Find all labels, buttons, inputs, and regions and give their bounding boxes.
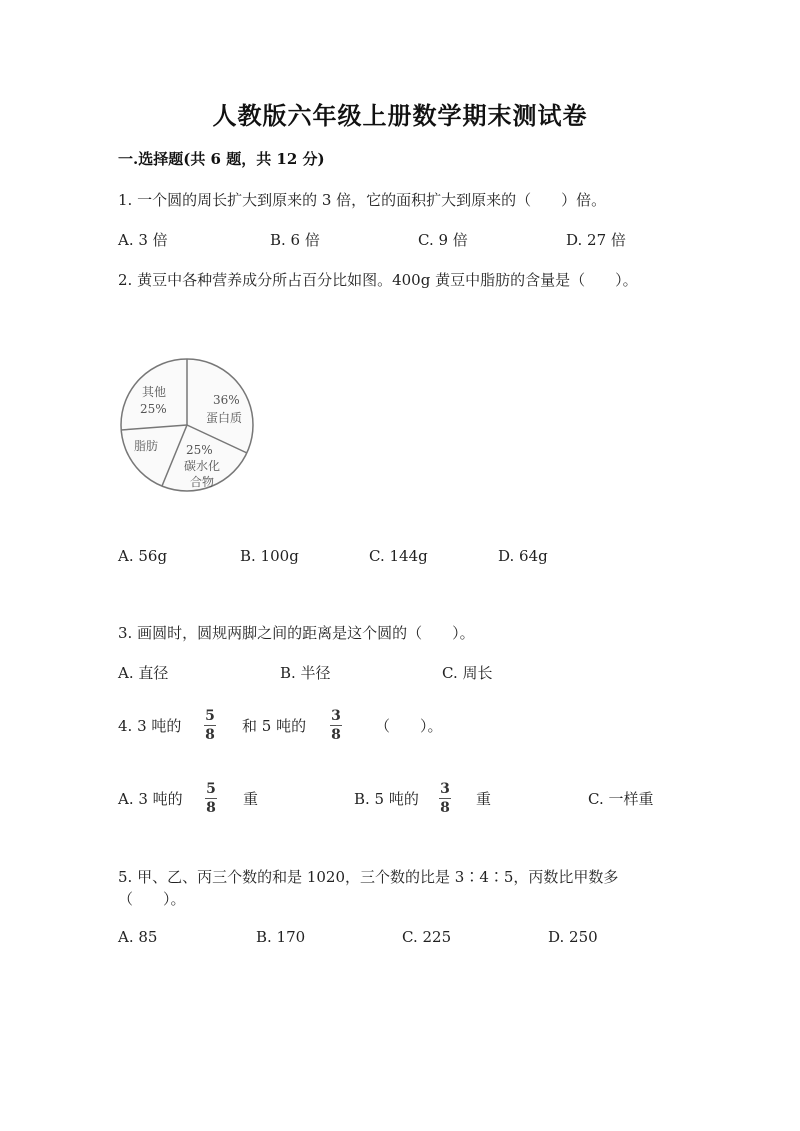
q3-option-c: C. 周长 <box>442 664 493 682</box>
pie-label-carb-1: 碳水化 <box>184 459 221 473</box>
page-title: 人教版六年级上册数学期末测试卷 <box>212 101 588 130</box>
q4-fraction-2 <box>330 708 342 743</box>
q5-option-d: D. 250 <box>548 928 598 946</box>
q1-option-d: D. 27 倍 <box>566 231 626 249</box>
pie-label-other: 其他 <box>142 385 167 399</box>
pie-label-protein-pct: 36% <box>213 393 240 407</box>
question-4-text-b: 和 5 吨的 <box>242 717 307 735</box>
fraction-bar <box>330 725 342 726</box>
pie-label-protein: 蛋白质 <box>206 411 243 425</box>
q4-option-a-pre: A. 3 吨的 <box>118 790 183 808</box>
fraction-denominator: 8 <box>205 727 215 743</box>
q5-option-a: A. 85 <box>118 928 158 946</box>
question-4-text-c: （ ）。 <box>375 717 443 735</box>
q1-option-b: B. 6 倍 <box>270 231 320 249</box>
q4-option-b-post: 重 <box>476 790 492 808</box>
q4-fraction-1 <box>204 708 216 743</box>
fraction-numerator: 3 <box>440 781 450 797</box>
fraction-numerator: 3 <box>331 708 341 724</box>
q3-option-a: A. 直径 <box>118 664 169 682</box>
q4-option-b-fraction <box>439 781 451 816</box>
fraction-bar <box>439 798 451 799</box>
q4-option-c: C. 一样重 <box>588 790 654 808</box>
q3-option-b: B. 半径 <box>280 664 331 682</box>
question-4-text-a: 4. 3 吨的 <box>118 717 182 735</box>
q2-option-b: B. 100g <box>240 547 299 565</box>
question-2-text: 2. 黄豆中各种营养成分所占百分比如图。400g 黄豆中脂肪的含量是（ ）。 <box>118 271 638 289</box>
question-3-text: 3. 画圆时，圆规两脚之间的距离是这个圆的（ ）。 <box>118 624 475 642</box>
q4-option-a-post: 重 <box>243 790 259 808</box>
pie-label-other-pct: 25% <box>140 402 167 416</box>
q5-option-c: C. 225 <box>402 928 452 946</box>
q5-option-b: B. 170 <box>256 928 306 946</box>
q2-option-d: D. 64g <box>498 547 548 565</box>
fraction-numerator: 5 <box>205 708 215 724</box>
q4-option-a-fraction <box>205 781 217 816</box>
fraction-numerator: 5 <box>206 781 216 797</box>
q1-option-c: C. 9 倍 <box>418 231 468 249</box>
section-heading: 一.选择题(共 6 题，共 12 分) <box>118 150 325 168</box>
q2-option-c: C. 144g <box>369 547 428 565</box>
question-1-text: 1. 一个圆的周长扩大到原来的 3 倍，它的面积扩大到原来的（ ）倍。 <box>118 191 607 209</box>
pie-label-fat: 脂肪 <box>134 439 159 453</box>
fraction-bar <box>205 798 217 799</box>
pie-label-carb-pct: 25% <box>186 443 213 457</box>
pie-label-carb-2: 合物 <box>190 475 215 489</box>
fraction-denominator: 8 <box>440 800 450 816</box>
fraction-denominator: 8 <box>206 800 216 816</box>
q1-option-a: A. 3 倍 <box>118 231 168 249</box>
question-5-text-line-2: （ ）。 <box>118 890 186 908</box>
fraction-denominator: 8 <box>331 727 341 743</box>
q4-option-b-pre: B. 5 吨的 <box>354 790 419 808</box>
fraction-bar <box>204 725 216 726</box>
q2-option-a: A. 56g <box>118 547 168 565</box>
question-5-text-line-1: 5. 甲、乙、丙三个数的和是 1020，三个数的比是 3∶4∶5，丙数比甲数多 <box>118 868 619 886</box>
nutrition-pie-figure <box>120 352 270 502</box>
